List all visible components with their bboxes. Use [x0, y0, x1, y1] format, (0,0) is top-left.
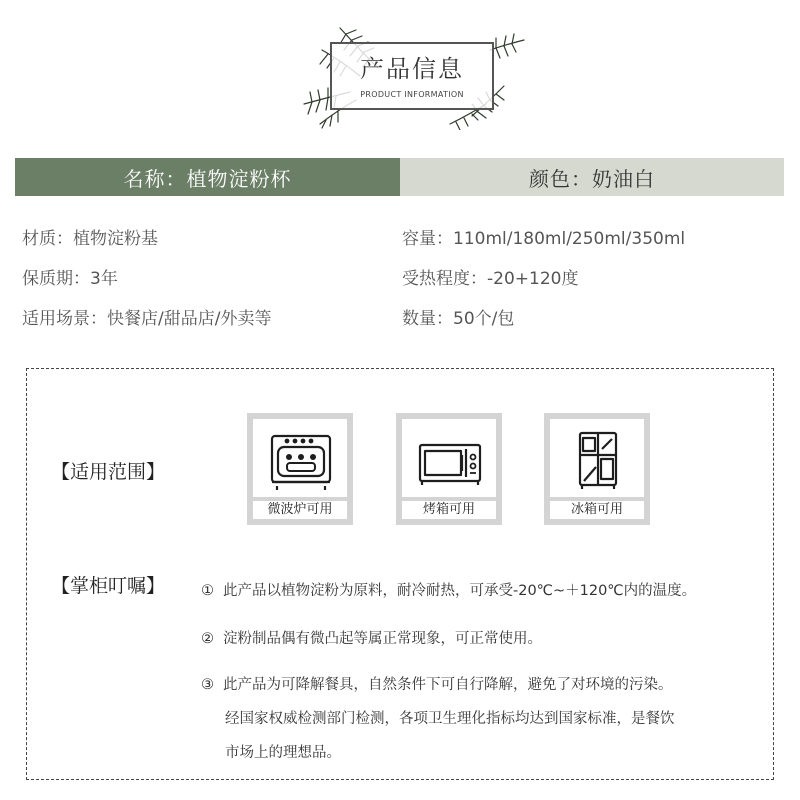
tip-text: 此产品为可降解餐具，自然条件下可自行降解，避免了对环境的污染。: [223, 677, 673, 693]
spec-list: [22, 216, 782, 336]
spec-capacity: 容量：110ml/180ml/250ml/350ml: [402, 228, 686, 249]
usage-item-oven: [396, 413, 502, 525]
usage-caption: 微波炉可用: [253, 501, 347, 519]
tip-continuation: 经国家权威检测部门检测，各项卫生理化指标均达到国家标准，是餐饮: [225, 711, 675, 727]
usage-item-microwave: [247, 413, 353, 525]
oven-icon: [402, 419, 496, 497]
tip-item: [201, 673, 673, 694]
page-title: 产品信息: [360, 55, 464, 83]
tip-number: ①: [201, 583, 214, 599]
tip-number: ③: [201, 677, 214, 693]
product-color: 颜色：奶油白: [400, 158, 784, 196]
tip-item: [201, 579, 696, 600]
usage-caption: 冰箱可用: [550, 501, 644, 519]
spec-quantity: 数量：50个/包: [402, 308, 515, 329]
tip-item: [201, 627, 542, 648]
tips-label: 【掌柜叮嘱】: [51, 575, 166, 597]
usage-tips-panel: [26, 368, 774, 780]
fridge-icon: [550, 419, 644, 497]
spec-shelf-life: 保质期：3年: [22, 268, 118, 289]
tip-continuation: 市场上的理想品。: [225, 745, 341, 761]
spec-material: 材质：植物淀粉基: [22, 228, 158, 249]
usage-item-fridge: [544, 413, 650, 525]
spec-heat-range: 受热程度：-20+120度: [402, 268, 579, 289]
tip-text: 此产品以植物淀粉为原料，耐冷耐热，可承受-20℃~＋120℃内的温度。: [223, 583, 697, 599]
page-subtitle: PRODUCT INFORMATION: [360, 90, 464, 99]
spec-row: [22, 256, 782, 296]
header-badge: [330, 42, 494, 110]
product-name: 名称：植物淀粉杯: [15, 158, 400, 196]
spec-scenarios: 适用场景：快餐店/甜品店/外卖等: [22, 308, 272, 329]
tip-text: 淀粉制品偶有微凸起等属正常现象，可正常使用。: [223, 631, 542, 647]
name-color-band: [15, 158, 784, 196]
spec-row: [22, 216, 782, 256]
usage-caption: 烤箱可用: [402, 501, 496, 519]
tip-number: ②: [201, 631, 214, 647]
product-info-header: [300, 20, 530, 130]
usage-label: 【适用范围】: [51, 461, 166, 483]
spec-row: [22, 296, 782, 336]
microwave-icon: [253, 419, 347, 497]
